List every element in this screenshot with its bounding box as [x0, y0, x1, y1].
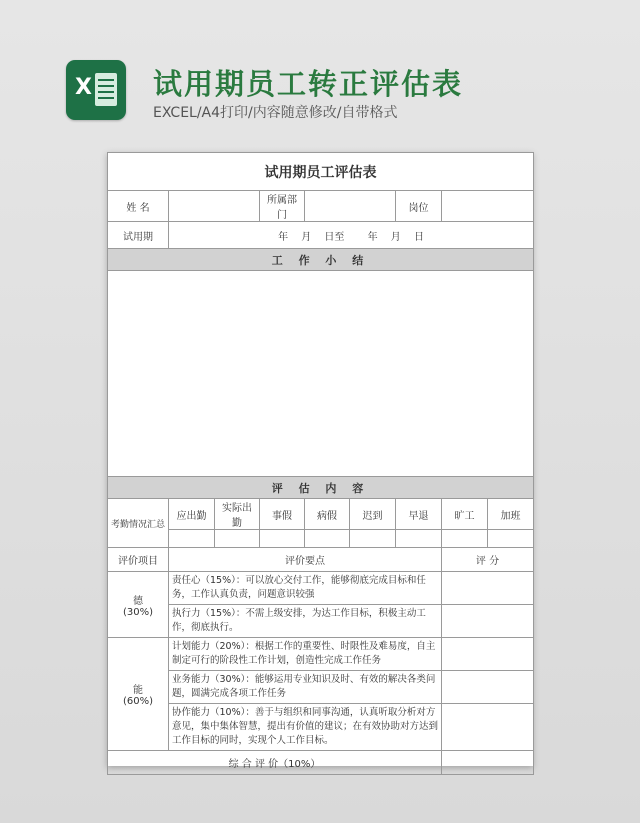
att-col-6: 旷工	[442, 499, 488, 530]
page-title: 试用期员工转正评估表	[153, 67, 464, 101]
summary-header: 工 作 小 结	[108, 249, 534, 271]
att-value-cell[interactable]	[350, 530, 396, 548]
criteria-item-header: 评价项目	[108, 548, 169, 572]
att-value-cell[interactable]	[260, 530, 305, 548]
period-dates[interactable]: 年 月 日至 年 月 日	[169, 222, 534, 249]
neng-item-business: 业务能力（30%）：能够运用专业知识及时、有效的解决各类问题，圆满完成各项工作任务	[169, 671, 442, 704]
attendance-label: 考勤情况汇总	[108, 499, 169, 548]
name-value-cell[interactable]	[169, 191, 260, 222]
att-col-7: 加班	[488, 499, 534, 530]
neng-weight: (60%)	[122, 696, 154, 707]
att-value-cell[interactable]	[305, 530, 350, 548]
de-item-responsibility: 责任心（15%）：可以放心交付工作，能够彻底完成目标和任务，工作认真负责，问题意识较强	[169, 572, 442, 605]
att-col-0: 应出勤	[169, 499, 215, 530]
score-cell[interactable]	[442, 638, 534, 671]
de-item-execution: 执行力（15%）：不需上级安排，为达工作目标，积极主动工作，彻底执行。	[169, 605, 442, 638]
score-cell[interactable]	[442, 605, 534, 638]
att-value-cell[interactable]	[442, 530, 488, 548]
att-col-1: 实际出勤	[215, 499, 260, 530]
att-col-3: 病假	[305, 499, 350, 530]
period-label: 试用期	[108, 222, 169, 249]
de-label: 德	[133, 595, 143, 607]
att-col-4: 迟到	[350, 499, 396, 530]
post-value-cell[interactable]	[442, 191, 534, 222]
att-col-5: 早退	[396, 499, 442, 530]
summary-area[interactable]	[108, 271, 534, 477]
criteria-score-header: 评 分	[442, 548, 534, 572]
att-col-2: 事假	[260, 499, 305, 530]
neng-label-cell	[108, 638, 169, 751]
overall-evaluation-label: 综 合 评 价（10%）	[108, 751, 442, 775]
att-value-cell[interactable]	[488, 530, 534, 548]
score-cell[interactable]	[442, 704, 534, 751]
dept-label: 所属部门	[260, 191, 305, 222]
score-cell[interactable]	[442, 572, 534, 605]
form-title: 试用期员工评估表	[108, 153, 534, 191]
neng-item-planning: 计划能力（20%）：根据工作的重要性、时限性及难易度，自主制定可行的阶段性工作计划，创造性完成工作任务	[169, 638, 442, 671]
page-subtitle: EXCEL/A4打印/内容随意修改/自带格式	[153, 105, 398, 121]
header	[66, 58, 626, 128]
post-label: 岗位	[396, 191, 442, 222]
overall-score-cell[interactable]	[442, 751, 534, 775]
att-value-cell[interactable]	[169, 530, 215, 548]
att-value-cell[interactable]	[396, 530, 442, 548]
eval-header: 评 估 内 容	[108, 477, 534, 499]
de-weight: (30%)	[122, 606, 154, 618]
dept-value-cell[interactable]	[305, 191, 396, 222]
name-label: 姓 名	[108, 191, 169, 222]
form-document	[107, 152, 533, 770]
criteria-points-header: 评价要点	[169, 548, 442, 572]
neng-item-collaboration: 协作能力（10%）：善于与组织和同事沟通，认真听取分析对方意见，集中集体智慧，提出有价值的建议；在有效协助对方达到工作目标的同时，实现个人工作目标。	[169, 704, 442, 751]
excel-logo-icon: X	[66, 60, 126, 120]
neng-label: 能	[133, 685, 143, 696]
de-label-cell	[108, 572, 169, 638]
evaluation-form-table	[107, 152, 534, 775]
score-cell[interactable]	[442, 671, 534, 704]
att-value-cell[interactable]	[215, 530, 260, 548]
